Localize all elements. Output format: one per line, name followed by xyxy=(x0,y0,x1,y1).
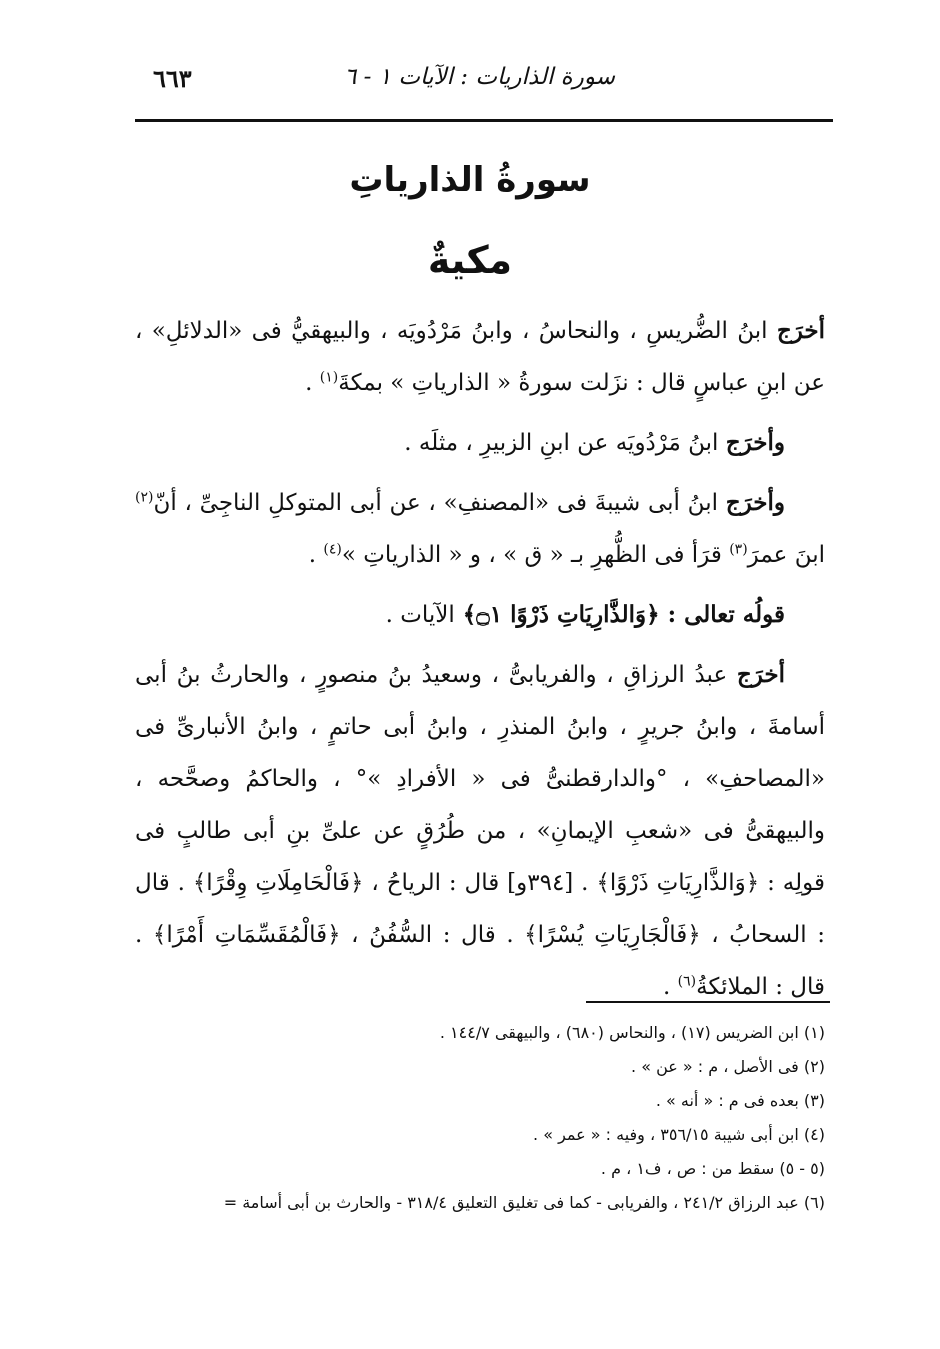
surah-type: مكيةٌ xyxy=(427,238,513,282)
footnote-ref: (٣) xyxy=(729,541,748,558)
main-paragraph xyxy=(135,649,825,1013)
running-header xyxy=(135,62,830,102)
footnote-ref: (١) xyxy=(319,369,339,386)
paragraph-lead: أخرَج xyxy=(736,661,785,688)
paragraph-tail: . xyxy=(305,370,320,396)
paragraph-tail: . xyxy=(308,542,324,568)
footnote-ref: (٢) xyxy=(135,489,154,506)
paragraph-text: ابنُ مَرْدُويَه عن ابنِ الزبيرِ ، مثلَه . xyxy=(404,430,726,456)
verse-heading xyxy=(135,589,825,641)
paragraph-tail: . xyxy=(662,974,678,1000)
paragraph-2 xyxy=(135,417,825,469)
header-rule xyxy=(135,119,833,122)
footnote-4: (٤) ابن أبى شيبة ٣٥٦/١٥ ، وفيه : « عمر » . xyxy=(533,1125,825,1144)
footnotes xyxy=(135,1016,825,1220)
surah-title: سورةُ الذارياتِ xyxy=(349,160,591,200)
paragraph-lead: أخرَج xyxy=(776,317,825,344)
footnote-6: (٦) عبد الرزاق ٢٤١/٢ ، والفريابى - كما فى تغليق التعليق ٣١٨/٤ - والحارث بن أبى أسامة = xyxy=(223,1193,825,1212)
paragraph-1 xyxy=(135,305,825,409)
quran-verse: ﴿وَالذَّارِيَاتِ ذَرْوًا ۝١﴾ xyxy=(454,601,668,628)
footnote-ref: (٦) xyxy=(677,973,697,990)
page-number: ٦٦٣ xyxy=(153,64,192,93)
verse-heading-tail: الآيات . xyxy=(385,602,455,628)
paragraph-3 xyxy=(135,477,825,581)
footnote-1: (١) ابن الضريس (١٧) ، والنحاس (٦٨٠) ، والبيهقى ١٤٤/٧ . xyxy=(439,1023,825,1042)
paragraph-text: ابنَ عمرَ xyxy=(747,542,825,568)
paragraph-lead: وأخرَج xyxy=(725,489,785,516)
footnote-3: (٣) بعده فى م : « أنه » . xyxy=(655,1091,825,1110)
footnote-5: (٥ - ٥) سقط من : ص ، ف١ ، م . xyxy=(600,1159,825,1178)
paragraph-text: ابنُ أبى شيبةَ فى «المصنفِ» ، عن أبى المتوكلِ الناجِىِّ ، أنّ xyxy=(153,490,726,516)
paragraph-lead: وأخرَج xyxy=(725,429,785,456)
paragraph-text: عبدُ الرزاقِ ، والفريابىُّ ، وسعيدُ بنُ منصورٍ ، والحارثُ بنُ أبى أسامةَ ، وابنُ جريرٍ ، وابنُ المنذرِ ، وابنُ أبى حاتمٍ ، وابنُ الأنبارىِّ فى «المصاحفِ» ، °والدارقطنىُّ فى « الأفرادِ »° ، والحاكمُ وصحَّحه ، والبيهقىُّ فى «شعبِ الإيمانِ» ، من طُرُقٍ عن علىِّ بنِ أبى طالبٍ فى قولِه : ﴿وَالذَّارِيَاتِ ذَرْوًا﴾ . [٣٩٤و] قال : الرياحُ ، ﴿فَالْحَامِلَاتِ وِقْرًا﴾ . قال : السحابُ ، ﴿فَالْجَارِيَاتِ يُسْرًا﴾ . قال : السُّفُنُ ، ﴿فَالْمُقَسِّمَاتِ أَمْرًا﴾ . قال : الملائكةُ xyxy=(135,662,825,1000)
footnote-ref: (٤) xyxy=(323,541,342,558)
running-title: سورة الذاريات : الآيات ١ - ٦ xyxy=(343,64,615,90)
verse-heading-lead: قولُه تعالى : xyxy=(667,601,785,628)
footnote-rule xyxy=(586,1001,830,1003)
paragraph-text: ابنُ الضُّريسِ ، والنحاسُ ، وابنُ مَرْدُويَه ، والبيهقيُّ فى «الدلائلِ» ، عن ابنِ عباسٍ قال : نزَلت سورةُ « الذارياتِ » بمكةَ xyxy=(135,318,825,396)
footnote-2: (٢) فى الأصل ، م : « عن » . xyxy=(631,1057,825,1076)
paragraph-text: قرَأ فى الظُّهرِ بـ « ق » ، و « الذارياتِ » xyxy=(341,542,730,568)
body-text xyxy=(135,305,825,1021)
